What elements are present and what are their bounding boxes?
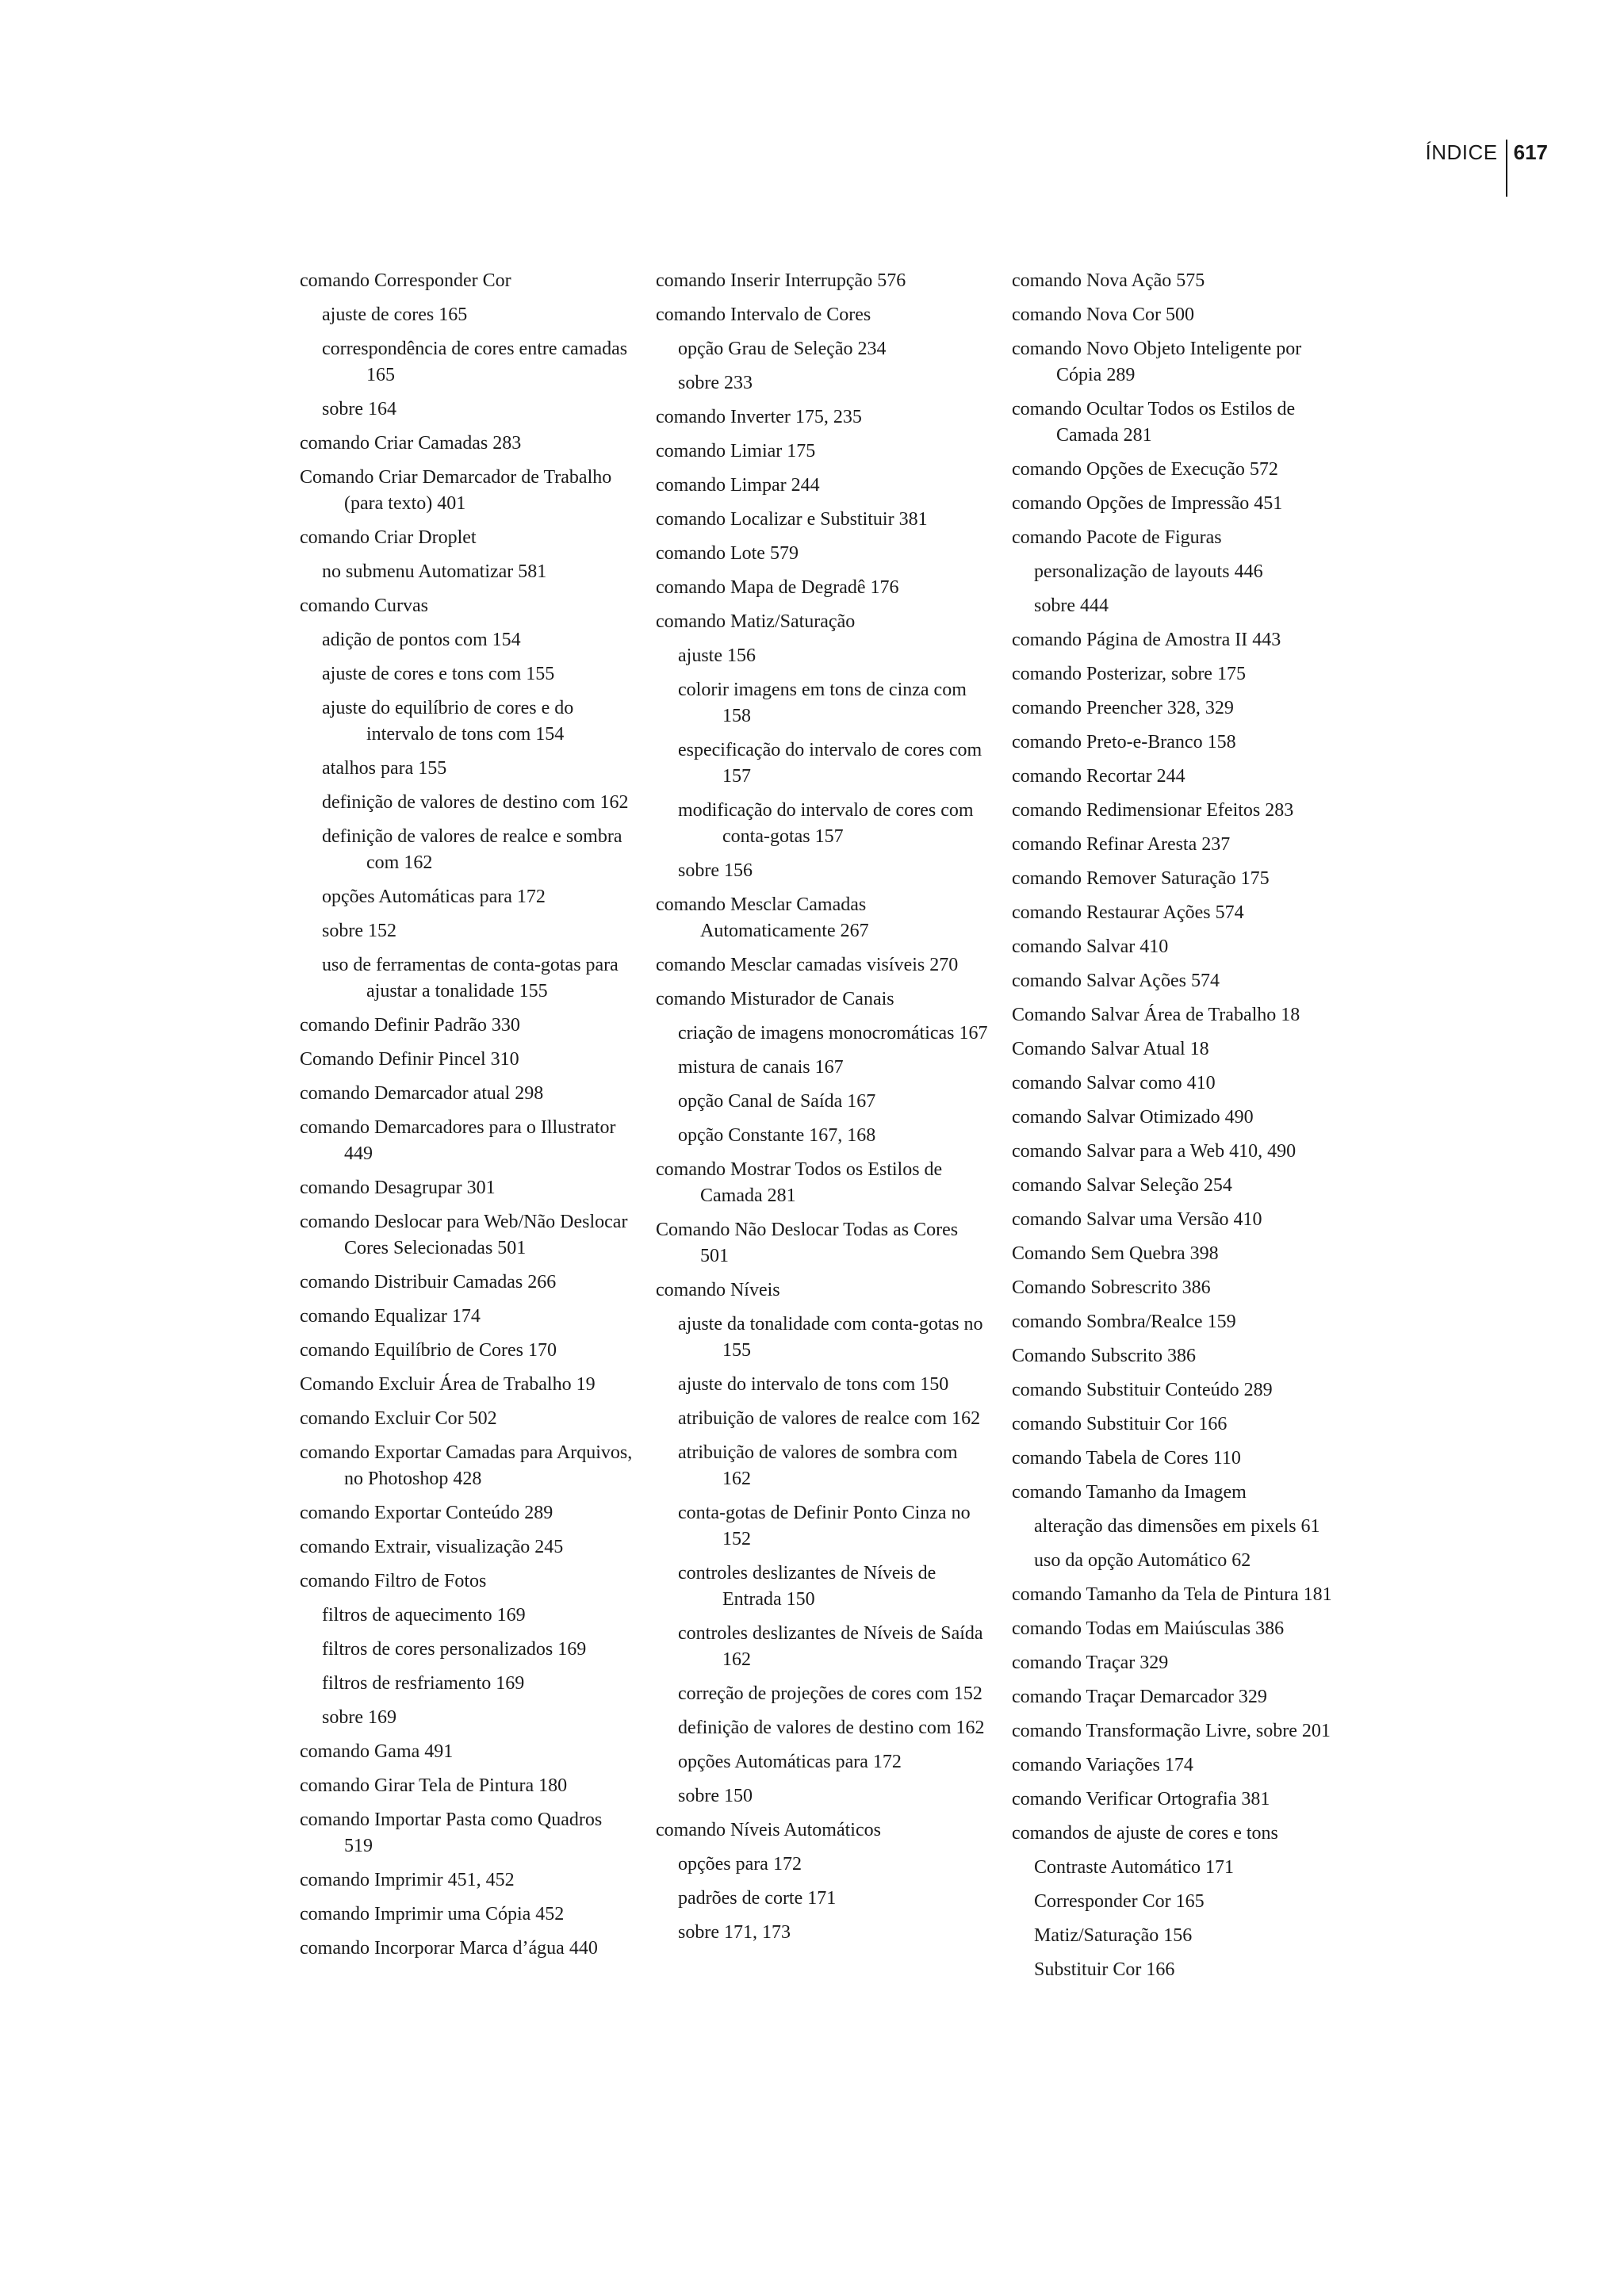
index-entry: Comando Sem Quebra 398 [1012, 1243, 1219, 1264]
index-entry: comando Recortar 244 [1012, 766, 1185, 787]
index-entry: comando Intervalo de Cores [656, 304, 871, 325]
index-subentry: alteração das dimensões em pixels 61 [1034, 1516, 1320, 1537]
index-entry: comando Criar Camadas 283 [300, 433, 522, 454]
index-entry: comando Gama 491 [300, 1741, 454, 1762]
index-entry: comando Refinar Aresta 237 [1012, 834, 1231, 855]
index-subentry: criação de imagens monocromáticas 167 [678, 1023, 988, 1044]
index-entry: comando Localizar e Substituir 381 [656, 509, 928, 530]
index-entry: comando Ocultar Todos os Estilos de Camada 281 [1012, 399, 1296, 446]
index-subentry: no submenu Automatizar 581 [322, 561, 547, 582]
index-subentry: ajuste da tonalidade com conta-gotas no 155 [678, 1314, 983, 1361]
index-entry: Comando Salvar Atual 18 [1012, 1039, 1209, 1059]
index-subentry: especificação do intervalo de cores com 157 [678, 740, 982, 787]
index-subentry: opção Constante 167, 168 [678, 1125, 876, 1146]
index-subentry: ajuste de cores e tons com 155 [322, 664, 555, 684]
index-subentry: ajuste 156 [678, 645, 756, 666]
index-entry: comando Salvar Otimizado 490 [1012, 1107, 1254, 1128]
index-subentry: filtros de cores personalizados 169 [322, 1639, 587, 1660]
index-entry: comando Exportar Conteúdo 289 [300, 1503, 553, 1523]
index-entry: comando Excluir Cor 502 [300, 1408, 497, 1429]
index-entry: comando Preto-e-Branco 158 [1012, 732, 1236, 753]
index-subentry: mistura de canais 167 [678, 1057, 844, 1078]
index-entry: comando Corresponder Cor [300, 270, 511, 291]
index-entry: comando Salvar para a Web 410, 490 [1012, 1141, 1297, 1162]
index-subentry: sobre 233 [678, 373, 753, 393]
index-entry: comando Salvar como 410 [1012, 1073, 1216, 1093]
index-subentry: uso de ferramentas de conta-gotas para ajustar a tonalidade 155 [322, 955, 619, 1001]
index-entry: comando Mostrar Todos os Estilos de Camada 281 [656, 1159, 943, 1206]
index-subentry: opções para 172 [678, 1854, 802, 1875]
index-subentry: atribuição de valores de sombra com 162 [678, 1442, 958, 1489]
index-entry: comando Nova Ação 575 [1012, 270, 1205, 291]
index-subentry: ajuste do intervalo de tons com 150 [678, 1374, 949, 1395]
index-subentry: controles deslizantes de Níveis de Saída 162 [678, 1623, 983, 1670]
index-entry: Comando Subscrito 386 [1012, 1346, 1196, 1366]
index-column-3 [1012, 268, 1345, 1991]
index-entry: comando Variações 174 [1012, 1755, 1193, 1775]
index-entry: comando Substituir Cor 166 [1012, 1414, 1228, 1434]
index-subentry: sobre 150 [678, 1786, 753, 1806]
index-subentry: colorir imagens em tons de cinza com 158 [678, 680, 967, 726]
index-subentry: filtros de resfriamento 169 [322, 1673, 525, 1694]
index-subentry: uso da opção Automático 62 [1034, 1550, 1251, 1571]
index-entry: comando Inserir Interrupção 576 [656, 270, 906, 291]
running-header [1425, 136, 1548, 197]
index-subentry: atalhos para 155 [322, 758, 447, 779]
index-entry: comando Preencher 328, 329 [1012, 698, 1234, 718]
index-entry: comando Transformação Livre, sobre 201 [1012, 1721, 1331, 1741]
index-subentry: ajuste do equilíbrio de cores e do intervalo de tons com 154 [322, 698, 574, 745]
index-subentry: sobre 152 [322, 921, 396, 941]
index-subentry: adição de pontos com 154 [322, 630, 521, 650]
index-entry: comando Nova Cor 500 [1012, 304, 1194, 325]
index-subentry: definição de valores de realce e sombra com 162 [322, 826, 622, 873]
index-subentry: padrões de corte 171 [678, 1888, 837, 1909]
index-subentry: atribuição de valores de realce com 162 [678, 1408, 981, 1429]
index-subentry: opções Automáticas para 172 [678, 1752, 902, 1772]
index-subentry: conta-gotas de Definir Ponto Cinza no 152 [678, 1503, 971, 1549]
index-subentry: sobre 169 [322, 1707, 396, 1728]
index-subentry: opção Grau de Seleção 234 [678, 339, 887, 359]
index-entry: comando Opções de Execução 572 [1012, 459, 1278, 480]
index-subentry: correção de projeções de cores com 152 [678, 1683, 982, 1704]
index-entry: comando Misturador de Canais [656, 989, 894, 1009]
index-entry: comando Limpar 244 [656, 475, 820, 496]
index-entry: comando Incorporar Marca d’água 440 [300, 1938, 598, 1959]
index-entry: comando Criar Droplet [300, 527, 477, 548]
index-entry: comando Lote 579 [656, 543, 799, 564]
index-subentry: sobre 444 [1034, 596, 1109, 616]
index-entry: Comando Criar Demarcador de Trabalho (para texto) 401 [300, 467, 612, 514]
index-column-2 [656, 268, 989, 1954]
index-subentry: opção Canal de Saída 167 [678, 1091, 876, 1112]
index-subentry: modificação do intervalo de cores com conta-gotas 157 [678, 800, 974, 847]
index-entry: comando Limiar 175 [656, 441, 816, 461]
index-subentry: filtros de aquecimento 169 [322, 1605, 526, 1626]
index-entry: comando Substituir Conteúdo 289 [1012, 1380, 1273, 1400]
index-entry: comando Distribuir Camadas 266 [300, 1272, 557, 1293]
index-entry: comando Imprimir uma Cópia 452 [300, 1904, 565, 1924]
index-entry: Comando Excluir Área de Trabalho 19 [300, 1374, 596, 1395]
index-entry: comando Salvar 410 [1012, 936, 1169, 957]
page-number: 617 [1513, 140, 1548, 164]
index-entry: comando Sombra/Realce 159 [1012, 1312, 1236, 1332]
index-entry: Comando Não Deslocar Todas as Cores 501 [656, 1220, 959, 1266]
index-column-1 [300, 268, 633, 1970]
index-entry: comando Níveis Automáticos [656, 1820, 881, 1840]
index-entry: comando Mesclar Camadas Automaticamente 267 [656, 894, 869, 941]
index-entry: comando Desagrupar 301 [300, 1178, 496, 1198]
index-entry: comando Redimensionar Efeitos 283 [1012, 800, 1294, 821]
index-subentry: Corresponder Cor 165 [1034, 1891, 1205, 1912]
section-title: ÍNDICE [1425, 140, 1498, 164]
index-subentry: sobre 164 [322, 399, 396, 419]
index-entry: Comando Definir Pincel 310 [300, 1049, 519, 1070]
index-entry: comando Equalizar 174 [300, 1306, 481, 1327]
index-entry: comando Salvar uma Versão 410 [1012, 1209, 1262, 1230]
index-entry: comando Remover Saturação 175 [1012, 868, 1270, 889]
index-entry: comando Filtro de Fotos [300, 1571, 487, 1591]
index-entry: comando Salvar Seleção 254 [1012, 1175, 1232, 1196]
index-subentry: Substituir Cor 166 [1034, 1959, 1175, 1980]
index-entry: comando Opções de Impressão 451 [1012, 493, 1283, 514]
index-entry: comando Definir Padrão 330 [300, 1015, 520, 1036]
index-entry: comando Mapa de Degradê 176 [656, 577, 899, 598]
index-entry: comando Inverter 175, 235 [656, 407, 862, 427]
index-entry: comando Tabela de Cores 110 [1012, 1448, 1241, 1469]
index-subentry: sobre 171, 173 [678, 1922, 791, 1943]
index-entry: comando Níveis [656, 1280, 780, 1300]
index-entry: comando Equilíbrio de Cores 170 [300, 1340, 557, 1361]
index-entry: comando Exportar Camadas para Arquivos, no Photoshop 428 [300, 1442, 633, 1489]
index-entry: comando Traçar 329 [1012, 1653, 1169, 1673]
index-entry: comando Curvas [300, 596, 428, 616]
index-subentry: controles deslizantes de Níveis de Entrada 150 [678, 1563, 936, 1610]
index-entry: Comando Salvar Área de Trabalho 18 [1012, 1005, 1300, 1025]
index-subentry: Matiz/Saturação 156 [1034, 1925, 1193, 1946]
index-entry: comando Salvar Ações 574 [1012, 971, 1220, 991]
index-subentry: opções Automáticas para 172 [322, 887, 546, 907]
index-entry: comando Mesclar camadas visíveis 270 [656, 955, 959, 975]
index-entry: comando Tamanho da Tela de Pintura 181 [1012, 1584, 1332, 1605]
index-entry: comando Girar Tela de Pintura 180 [300, 1775, 568, 1796]
index-entry: comando Demarcadores para o Illustrator 449 [300, 1117, 616, 1164]
index-entry: comandos de ajuste de cores e tons [1012, 1823, 1278, 1844]
index-entry: comando Restaurar Ações 574 [1012, 902, 1244, 923]
index-entry: comando Posterizar, sobre 175 [1012, 664, 1246, 684]
index-subentry: definição de valores de destino com 162 [678, 1718, 985, 1738]
index-entry: comando Tamanho da Imagem [1012, 1482, 1247, 1503]
index-entry: comando Traçar Demarcador 329 [1012, 1687, 1267, 1707]
index-entry: comando Todas em Maiúsculas 386 [1012, 1618, 1285, 1639]
index-entry: comando Verificar Ortografia 381 [1012, 1789, 1270, 1810]
index-subentry: ajuste de cores 165 [322, 304, 468, 325]
index-entry: comando Extrair, visualização 245 [300, 1537, 564, 1557]
index-entry: comando Importar Pasta como Quadros 519 [300, 1810, 603, 1856]
index-entry: comando Novo Objeto Inteligente por Cópia 289 [1012, 339, 1302, 385]
index-subentry: sobre 156 [678, 860, 753, 881]
index-entry: comando Imprimir 451, 452 [300, 1870, 515, 1890]
index-subentry: Contraste Automático 171 [1034, 1857, 1234, 1878]
index-entry: comando Página de Amostra II 443 [1012, 630, 1281, 650]
index-subentry: personalização de layouts 446 [1034, 561, 1263, 582]
index-entry: comando Matiz/Saturação [656, 611, 856, 632]
index-entry: comando Demarcador atual 298 [300, 1083, 544, 1104]
index-entry: comando Deslocar para Web/Não Deslocar Cores Selecionadas 501 [300, 1212, 628, 1258]
index-entry: Comando Sobrescrito 386 [1012, 1277, 1211, 1298]
index-subentry: correspondência de cores entre camadas 165 [322, 339, 628, 385]
index-subentry: definição de valores de destino com 162 [322, 792, 629, 813]
index-entry: comando Pacote de Figuras [1012, 527, 1222, 548]
